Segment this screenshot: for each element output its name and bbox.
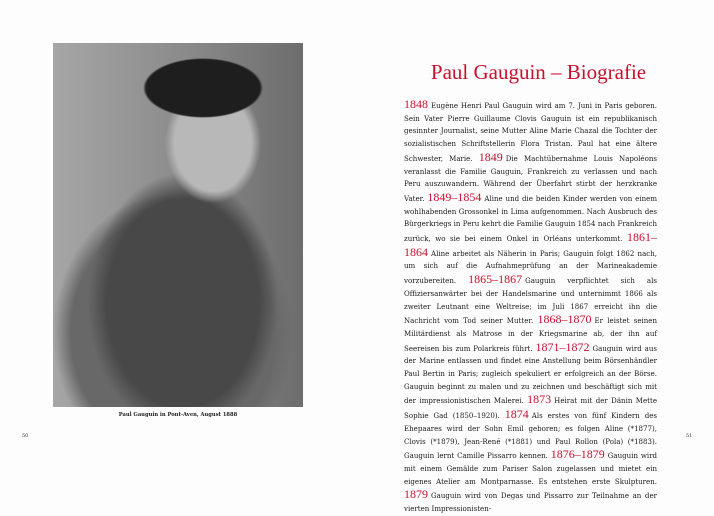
entry-text: Eugène Henri Paul Gauguin wird am 7. Juni in Paris geboren. Sein Vater Pierre Guillaume Clovis Gauguin ist ein republikanisch gesinnter Journalist, seine Mutter Aline Marie Chazal die Tochter der sozialistischen Schriftstellerin Flora Tristan. Paul hat eine ältere Schwester, Marie. [404,101,657,163]
entry-year: 1876–1879 [550,447,605,462]
entry-text: Gauguin wird aus der Marine entlassen und findet eine Anstellung beim Börsenhändler Paul Bertin in Paris; zugleich spekuliert er erfolgreich an der Börse. Gauguin beginnt zu malen und zu zeichnen und beschäftigt sich mit der impressionistischen Malerei. [404,343,657,406]
entry-year: 1861–1864 [404,230,657,259]
photo-caption: Paul Gauguin in Pont-Aven, August 1888 [118,412,238,418]
timeline-entry [404,189,657,244]
entry-year: 1849 [478,149,503,164]
entry-year: 1873 [527,392,552,407]
entry-text: Aline und die beiden Kinder werden von einem wohlhabenden Grossonkel in Lima aufgenommen. Nach Ausbruch des Bürgerkriegs in Peru kehrt die Familie Gauguin 1854 nach Frankreich zurück, wo sie bei einem Onkel in Orléans unterkommt. [404,193,657,244]
right-page [357,0,714,514]
entry-year: 1848 [404,97,428,111]
entry-year: 1874 [504,407,529,422]
entry-year: 1849–1854 [427,189,482,204]
entry-year: 1879 [404,487,428,502]
page-number-left: 50 [22,433,29,439]
page-number-right: 51 [686,433,693,439]
entry-text: Er leistet seinen Militärdienst als Matrose in der Kriegsmarine ab, der ihn auf Seereisen bis zum Polarkreis führt. [404,316,657,353]
entry-text: Die Machtübernahme Louis Napoléons veranlasst die Familie Gauguin, Frankreich zu verlassen und nach Peru auszuwandern. Während der Überfahrt stirbt der herzkranke Vater. [404,153,657,203]
entry-text: Heirat mit der Dänin Mette Sophie Gad (1850–1920). [404,396,657,421]
biography-text [404,98,657,516]
entry-text: Aline arbeitet als Näherin in Paris; Gauguin folgt 1862 nach, um sich auf die Aufnahmeprüfung an der Marineakademie vorzubereiten. [404,248,657,286]
entry-text: Gauguin wird von Degas und Pissarro zur Teilnahme an der vierten Impressionisten- [404,491,657,514]
entry-year: 1871–1872 [535,339,590,354]
entry-year: 1865–1867 [468,272,523,287]
timeline-entry [404,487,657,514]
portrait-photo [53,43,303,407]
entry-text: Gauguin verpflichtet sich als Offiziersanwärter bei der Handelsmarine und unternimmt 1866 als zweiter Leutnant eine Weltreise; im Juli 1867 erreicht ihn die Nachricht vom Tod seiner Mutter. [404,276,657,326]
entry-text: Gauguin wird mit einem Gemälde zum Pariser Salon zugelassen und mietet ein eigenes Atelier am Montparnasse. Es entstehen erste Skulpturen. [404,451,658,486]
entry-text: Als erstes von fünf Kindern des Ehepaares wird der Sohn Emil geboren; es folgen Aline (*1877), Clovis (*1879), Jean-René (*1881) und Paul Rollon (Pola) (*1883). Gauguin lernt Camille Pissarro kennen. [404,411,657,461]
page-title: Paul Gauguin – Biografie [430,60,647,84]
entry-year: 1868–1870 [537,312,592,327]
left-page [0,0,357,460]
